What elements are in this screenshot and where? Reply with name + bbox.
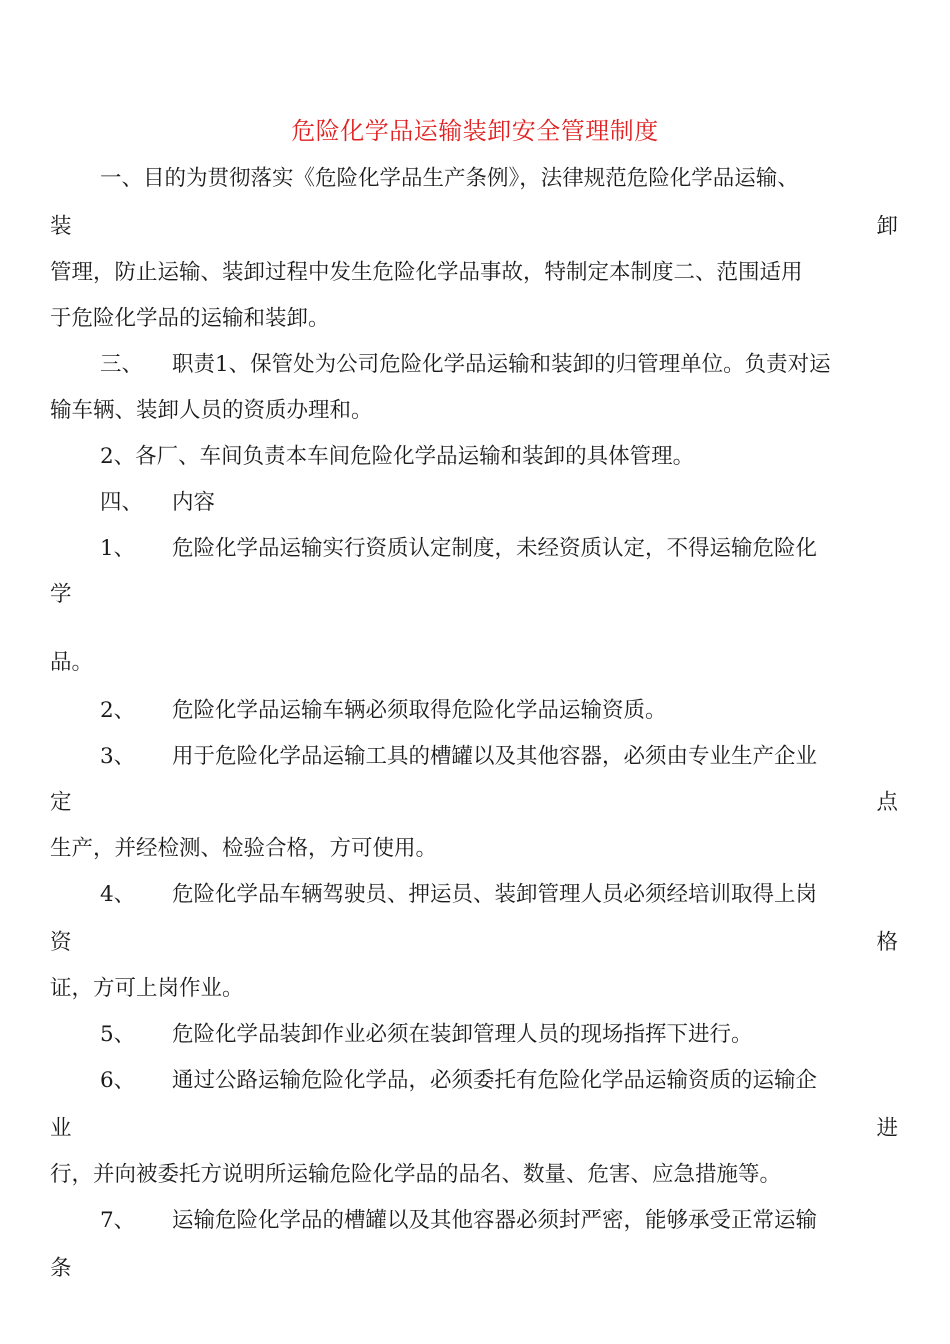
item-text: 内容 [172,490,216,515]
paragraph-line [100,350,831,380]
paragraph-line: 资 [50,930,72,955]
paragraph-line: 证，方可上岗作业。 [50,976,244,1001]
item-number: 2、 [100,698,136,723]
item-text: 职责1、保管处为公司危险化学品运输和装卸的归管理单位。负责对运 [172,352,831,377]
paragraph-line: 进 [876,1116,898,1141]
paragraph-line: 装 [50,214,72,239]
paragraph-line: 业 [50,1116,72,1141]
paragraph-line [100,1020,753,1050]
paragraph-line: 卸 [876,214,898,239]
paragraph-line: 2、各厂、车间负责本车间危险化学品运输和装卸的具体管理。 [100,444,695,469]
item-number: 三、 [100,352,144,377]
paragraph-line [100,488,215,518]
item-number: 3、 [100,744,136,769]
item-text: 危险化学品车辆驾驶员、押运员、装卸管理人员必须经培训取得上岗 [172,882,818,907]
item-text: 运输危险化学品的槽罐以及其他容器必须封严密，能够承受正常运输 [172,1208,818,1233]
item-number: 1、 [100,536,136,561]
document-title: 危险化学品运输装卸安全管理制度 [291,117,659,145]
paragraph-line: 于危险化学品的运输和装卸。 [50,306,330,331]
item-text: 通过公路运输危险化学品，必须委托有危险化学品运输资质的运输企 [172,1068,818,1093]
paragraph-line [100,880,817,910]
paragraph-line: 条 [50,1256,72,1281]
paragraph-line [100,1066,817,1096]
item-number: 4、 [100,882,136,907]
paragraph-line: 输车辆、装卸人员的资质办理和。 [50,398,373,423]
paragraph-line: 格 [876,930,898,955]
paragraph-line [100,534,817,564]
paragraph-line: 行，并向被委托方说明所运输危险化学品的品名、数量、危害、应急措施等。 [50,1162,782,1187]
paragraph-line: 学 [50,582,72,607]
paragraph-line: 一、目的为贯彻落实《危险化学品生产条例》，法律规范危险化学品运输、 [100,166,799,191]
paragraph-line [100,742,817,772]
paragraph-line: 管理，防止运输、装卸过程中发生危险化学品事故，特制定本制度二、范围适用 [50,260,803,285]
item-text: 危险化学品运输实行资质认定制度，未经资质认定，不得运输危险化 [172,536,818,561]
paragraph-line: 定 [50,790,72,815]
paragraph-line: 生产，并经检测、检验合格，方可使用。 [50,836,438,861]
item-number: 5、 [100,1022,136,1047]
item-text: 危险化学品装卸作业必须在装卸管理人员的现场指挥下进行。 [172,1022,753,1047]
paragraph-line [100,1206,817,1236]
item-number: 7、 [100,1208,136,1233]
item-number: 四、 [100,490,144,515]
paragraph-line: 品。 [50,650,94,675]
paragraph-line [100,696,667,726]
item-text: 用于危险化学品运输工具的槽罐以及其他容器，必须由专业生产企业 [172,744,818,769]
item-text: 危险化学品运输车辆必须取得危险化学品运输资质。 [172,698,667,723]
item-number: 6、 [100,1068,136,1093]
paragraph-line: 点 [876,790,898,815]
